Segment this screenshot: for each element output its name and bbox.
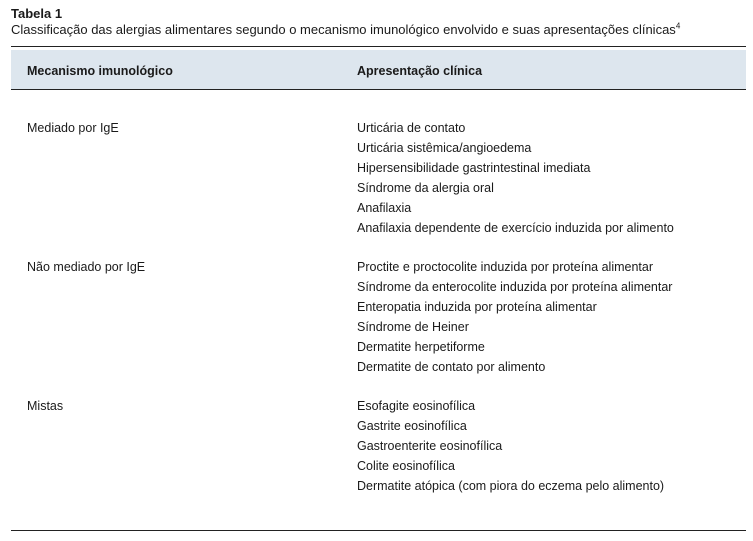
- presentation-item: Gastrite eosinofílica: [357, 419, 467, 433]
- table-bottom-rule: [11, 530, 746, 531]
- table-header: [11, 50, 746, 90]
- presentation-list: [357, 118, 674, 238]
- presentation-item: Hipersensibilidade gastrintestinal imediata: [357, 161, 591, 175]
- table-top-rule: [11, 46, 746, 47]
- column-header-mechanism: Mecanismo imunológico: [27, 64, 173, 78]
- presentation-item: Urticária de contato: [357, 121, 466, 135]
- presentation-item: Urticária sistêmica/angioedema: [357, 141, 532, 155]
- presentation-item: Dermatite de contato por alimento: [357, 360, 546, 374]
- mechanism-cell: Mediado por IgE: [27, 121, 119, 135]
- presentation-item: Anafilaxia: [357, 201, 412, 215]
- presentation-item: Síndrome da enterocolite induzida por proteína alimentar: [357, 280, 673, 294]
- presentation-item: Síndrome de Heiner: [357, 320, 469, 334]
- presentation-item: Anafilaxia dependente de exercício induzida por alimento: [357, 221, 674, 235]
- presentation-item: Dermatite atópica (com piora do eczema pelo alimento): [357, 479, 665, 493]
- presentation-item: Síndrome da alergia oral: [357, 181, 494, 195]
- presentation-item: Dermatite herpetiforme: [357, 340, 485, 354]
- mechanism-cell: Mistas: [27, 399, 64, 413]
- mechanism-cell: Não mediado por IgE: [27, 260, 146, 274]
- presentation-item: Colite eosinofílica: [357, 459, 455, 473]
- caption-text: Classificação das alergias alimentares segundo o mecanismo imunológico envolvido e suas apresentações clínicas: [11, 22, 676, 37]
- presentation-item: Proctite e proctocolite induzida por proteína alimentar: [357, 260, 653, 274]
- table-caption: [11, 6, 746, 38]
- presentation-item: Gastroenterite eosinofílica: [357, 439, 503, 453]
- table-label: Tabela 1: [11, 6, 63, 21]
- column-header-presentation: Apresentação clínica: [357, 64, 483, 78]
- caption-reference: 4: [675, 21, 681, 31]
- presentation-list: [357, 257, 672, 377]
- table-caption-text: [11, 22, 746, 38]
- presentation-item: Esofagite eosinofílica: [357, 399, 476, 413]
- presentation-item: Enteropatia induzida por proteína alimentar: [357, 300, 597, 314]
- presentation-list: [357, 396, 664, 496]
